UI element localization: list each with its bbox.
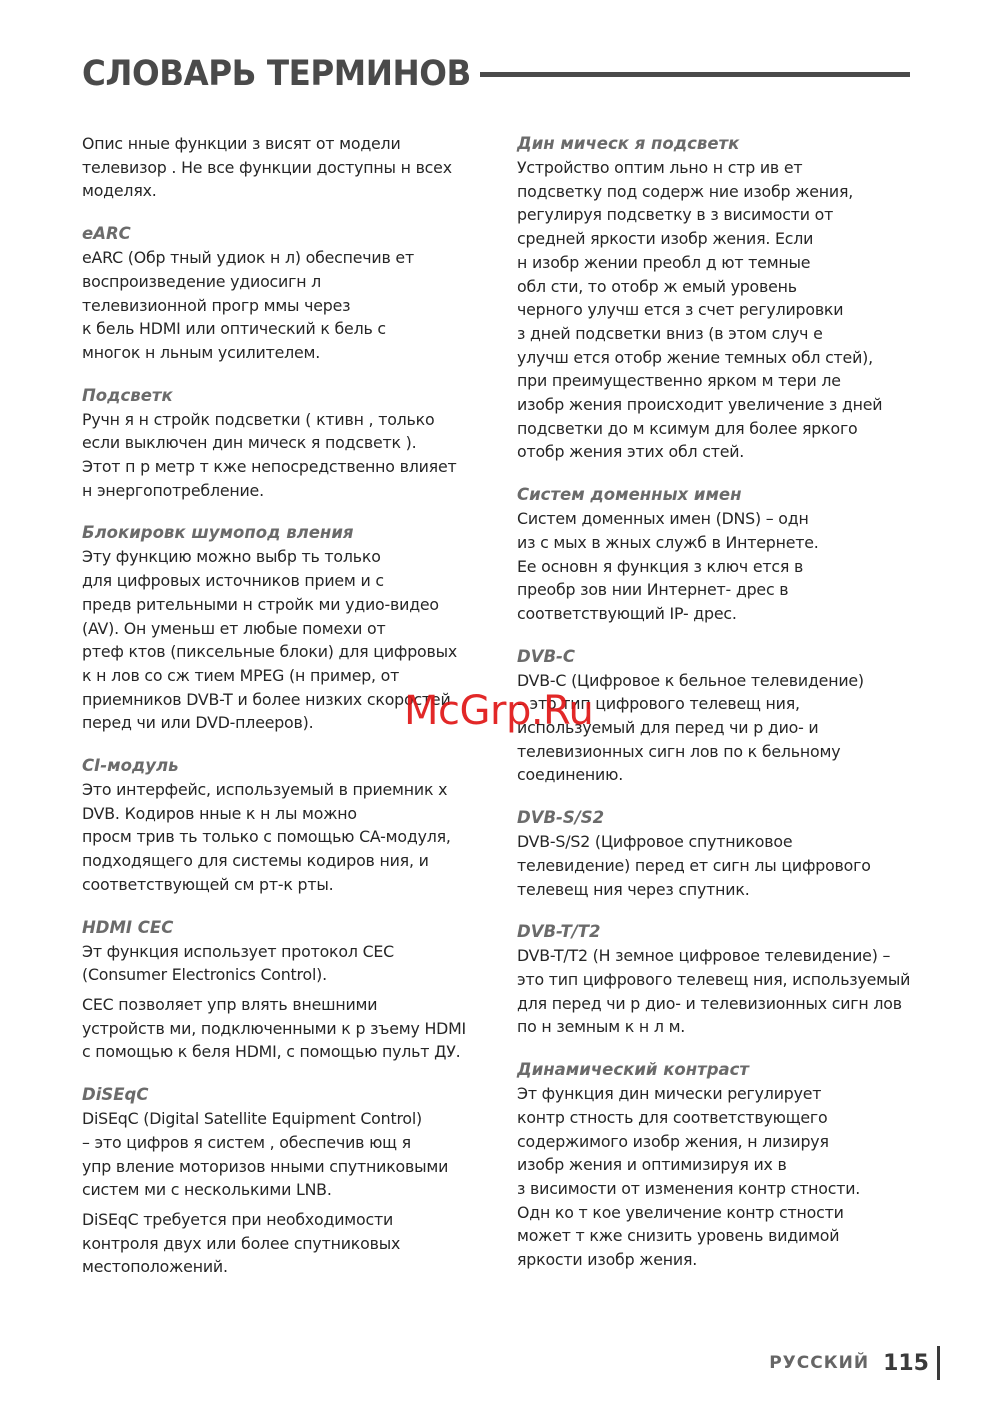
page-header <box>82 48 910 100</box>
section-diseqc <box>82 1083 492 1279</box>
section-paragraph: CEC позволяет упр влять внешними устройств ми, подключенными к р зъему HDMI с помощью к беля HDMI, с помощью пульт ДУ. <box>82 994 466 1062</box>
section-paragraph: eARC (Обр тный удиок н л) обеспечив ет воспроизведение удиосигн л телевизионной прогр ммы через к бель HDMI или оптический к бель с многок н льным усилителем. <box>82 248 414 362</box>
section-paragraph: DiSEqC (Digital Satellite Equipment Control) – это цифров я систем , обеспечив ющ я упр вление моторизов нными спутниковыми систем ми с несколькими LNB. <box>82 1109 449 1200</box>
section-dvb-t-t2 <box>517 920 927 1039</box>
section-heading: DVB-C <box>517 646 575 666</box>
section-paragraph: DVB-T/T2 (Н земное цифровое телевидение) – это тип цифрового телевещ ния, используемый для перед чи р дио- и телевизионных сигн лов по н земным к н л м. <box>517 946 911 1037</box>
intro-paragraph: Опис нные функции з висят от модели телевизор . Не все функции доступны н всех моделях. <box>82 134 452 201</box>
section-hdmi-cec <box>82 916 492 1065</box>
section-heading: DVB-S/S2 <box>517 808 605 828</box>
watermark-logo: McGrp.Ru <box>404 688 594 734</box>
section-paragraph: Эт функция использует протокол CEC (Consumer Electronics Control). <box>82 941 395 985</box>
section-paragraph: Устройство оптим льно н стр ив ет подсветку под содерж ние изобр жения, регулируя подсветку в з висимости от средней яркости изобр жения. Если н изобр жении преобл д ют темные обл сти, то отобр ж емый уровень черного улучш ется з счет регулировки з дней подсветки вниз (в этом случ е улучш ется отобр жение темных обл стей), при преимущественно ярком м тери ле изобр жения происходит увеличение з дней подсветки до м ксимум для более яркого отобр жения этих обл стей. <box>517 158 883 462</box>
section-heading: Блокировк шумопод вления <box>82 523 354 543</box>
section-paragraph: DVB-C (Цифровое к бельное телевидение) – это тип цифрового телевещ ния, используемый для перед чи р дио- и телевизионных сигн лов по к бельному соединению. <box>517 670 864 785</box>
section-paragraph: Систем доменных имен (DNS) – одн из с мых в жных служб в Интернете. Ее основн я функция з ключ ется в преобр зов нии Интернет- дрес в соответствующий IP- дрес. <box>517 509 819 623</box>
footer-rule <box>937 1346 940 1380</box>
section-heading: eARC <box>82 224 131 244</box>
section-heading: Систем доменных имен <box>517 485 742 505</box>
page-number: 115 <box>883 1350 929 1376</box>
intro-section <box>82 132 492 203</box>
section-dvb-s-s2 <box>517 806 927 901</box>
section-heading: Подсветк <box>82 385 173 405</box>
section-paragraph: DiSEqC требуется при необходимости контроля двух или более спутниковых местоположений. <box>82 1209 401 1277</box>
section-heading: DiSEqC <box>82 1085 149 1105</box>
section-dns <box>517 483 927 626</box>
section-paragraph: Эт функция дин мически регулирует контр стность для соответствующего содержимого изобр жения, н лизируя изобр жения и оптимизируя их в з висимости от изменения контр стности. Одн ко т кое увеличение контр стности может т кже снизить уровень видимой яркости изобр жения. <box>517 1084 861 1270</box>
section-dynamic-backlight <box>517 132 927 464</box>
section-earc <box>82 222 492 365</box>
section-dynamic-contrast <box>517 1058 927 1272</box>
section-heading: DVB-T/T2 <box>517 922 601 942</box>
section-paragraph: Ручн я н стройк подсветки ( ктивн , только если выключен дин мическ я подсветк ). Этот п р метр т кже непосредственно влияет н энергопотребление. <box>82 409 457 500</box>
page-footer <box>769 1347 940 1379</box>
section-ci-module <box>82 754 492 897</box>
section-heading: HDMI CEC <box>82 917 174 937</box>
section-paragraph: DVB-S/S2 (Цифровое спутниковое телевидение) перед ет сигн лы цифрового телевещ ния через спутник. <box>517 832 871 899</box>
section-paragraph: Это интерфейс, используемый в приемник х DVB. Кодиров нные к н лы можно просм трив ть только с помощью CA-модуля, подходящего для системы кодиров ния, и соответствующей см рт-к рты. <box>82 780 451 894</box>
section-backlight <box>82 384 492 503</box>
page-title: СЛОВАРЬ ТЕРМИНОВ <box>82 54 471 94</box>
title-rule <box>480 72 910 77</box>
section-heading: CI-модуль <box>82 756 179 776</box>
section-paragraph: Эту функцию можно выбр ть только для цифровых источников прием и с предв рительными н стройк ми удио-видео (AV). Он уменьш ет любые помехи от ртеф ктов (пиксельные блоки) для цифровых к н лов со сж тием MPEG (н пример, от приемников DVB-T и более низких скоростей перед чи или DVD-плееров). <box>82 547 458 733</box>
section-heading: Динамический контраст <box>517 1060 749 1080</box>
footer-language: РУССКИЙ <box>769 1353 870 1373</box>
section-heading: Дин мическ я подсветк <box>517 134 740 153</box>
